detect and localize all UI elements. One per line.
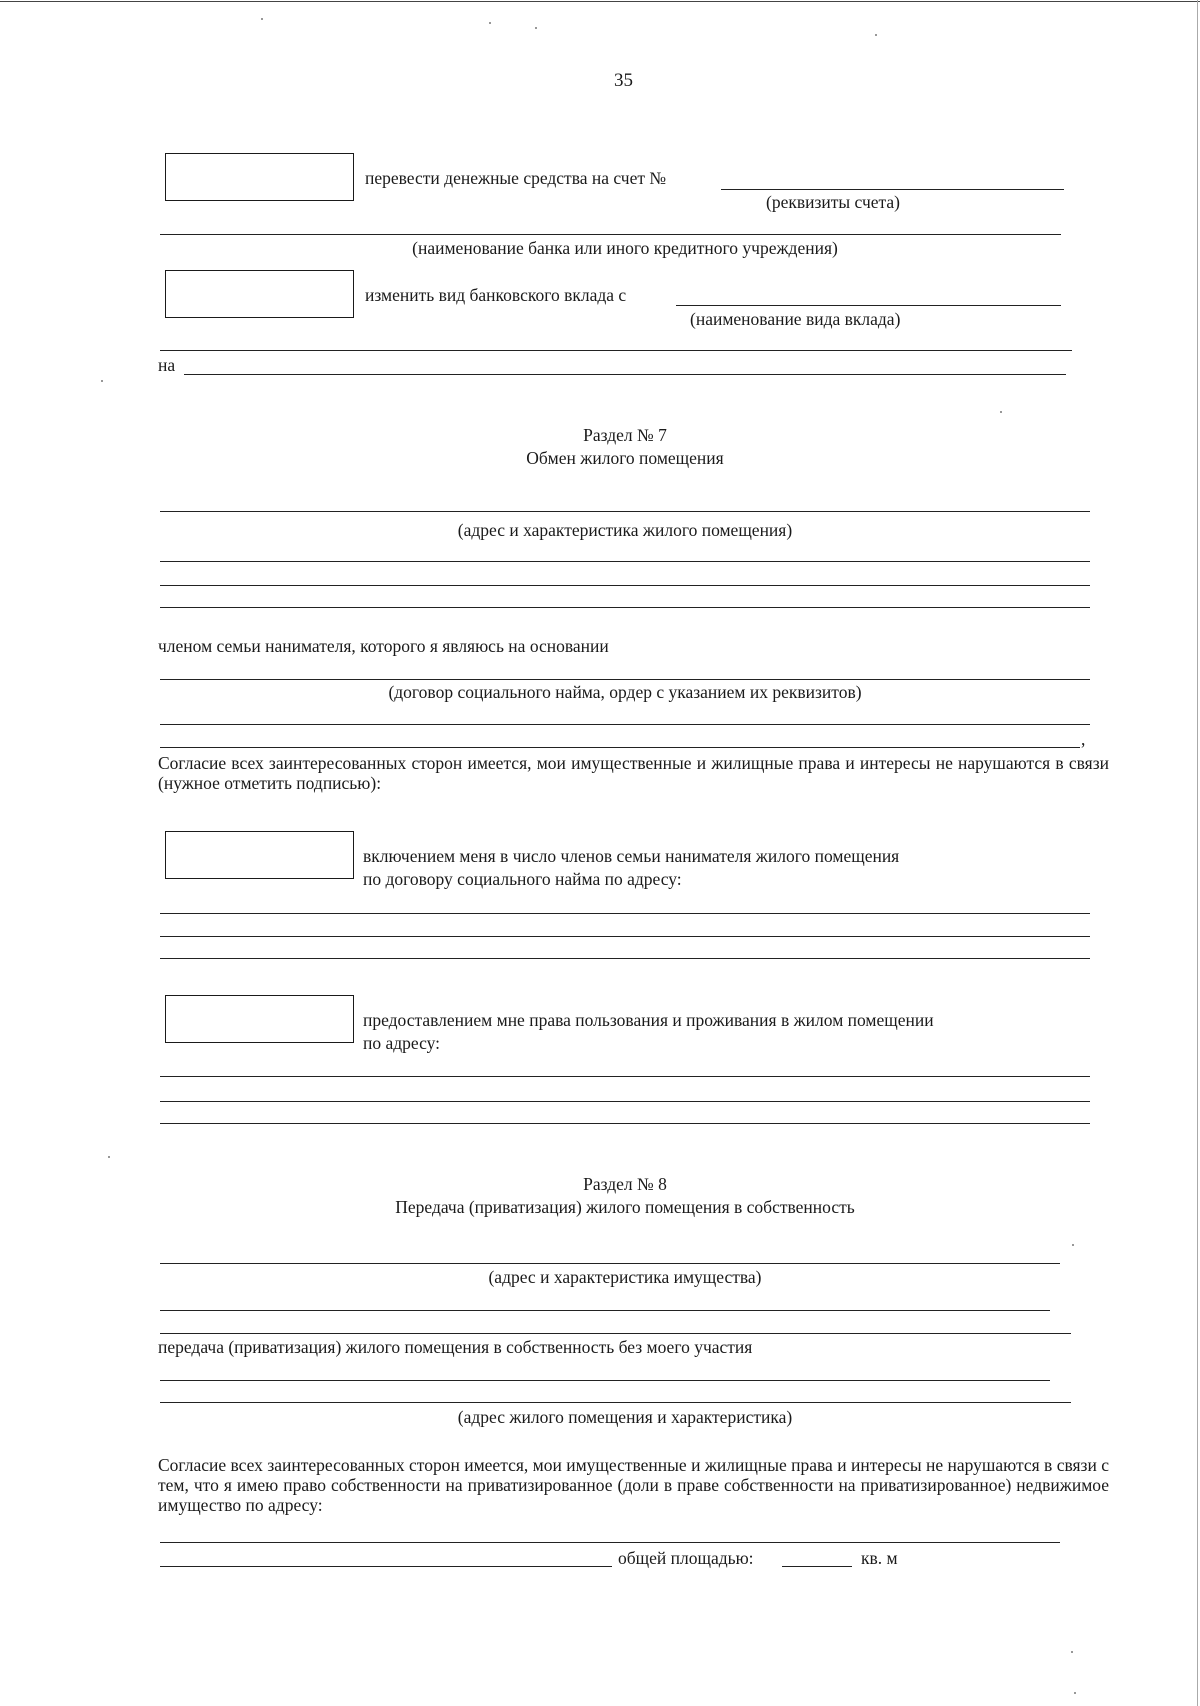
account-caption: (реквизиты счета)	[766, 192, 900, 212]
section7-number: Раздел № 7	[583, 425, 667, 445]
deposit-extra-line[interactable]	[160, 350, 1072, 351]
scan-speck	[261, 18, 263, 20]
option1-checkbox[interactable]	[165, 831, 354, 879]
section8-number: Раздел № 8	[583, 1174, 667, 1194]
section8-property-line-2[interactable]	[160, 1310, 1050, 1311]
section7-contract-caption: (договор социального найма, ордер с указанием их реквизитов)	[388, 682, 862, 702]
section7-address-field[interactable]	[160, 511, 1090, 512]
transfer-label: перевести денежные средства на счет №	[365, 168, 667, 188]
scan-speck	[101, 380, 103, 382]
section8-area-unit: кв. м	[861, 1548, 898, 1568]
deposit-checkbox[interactable]	[165, 270, 354, 318]
section8-property-caption: (адрес и характеристика имущества)	[488, 1267, 762, 1287]
page-top-edge	[0, 1, 1200, 2]
section7-member-text: членом семьи нанимателя, которого я являюсь на основании	[158, 636, 609, 656]
deposit-label: изменить вид банковского вклада с	[365, 285, 627, 305]
scan-speck	[1071, 1651, 1073, 1653]
section8-property-line-3[interactable]	[160, 1333, 1071, 1334]
section7-address-line-4[interactable]	[160, 607, 1090, 608]
scan-speck	[875, 34, 877, 36]
scan-speck	[535, 27, 537, 29]
deposit-type-caption: (наименование вида вклада)	[690, 309, 901, 329]
section7-contract-line-2[interactable]	[160, 724, 1090, 725]
option2-address-line-2[interactable]	[160, 1101, 1090, 1102]
option1-line2: по договору социального найма по адресу:	[363, 869, 682, 889]
option1-address-line-1[interactable]	[160, 913, 1090, 914]
section7-consent-text: Согласие всех заинтересованных сторон имеется, мои имущественные и жилищные права и интересы не нарушаются в связи (нужное отметить подписью):	[158, 753, 1109, 793]
section7-address-line-2[interactable]	[160, 561, 1090, 562]
option1-address-line-3[interactable]	[160, 958, 1090, 959]
scan-speck	[1000, 411, 1002, 413]
bank-name-field[interactable]	[160, 234, 1061, 235]
scan-speck	[1074, 1692, 1076, 1694]
section8-address-caption: (адрес жилого помещения и характеристика)	[457, 1407, 793, 1427]
section8-area-label: общей площадью:	[618, 1548, 754, 1568]
section8-property-address-field[interactable]	[160, 1542, 1060, 1543]
scan-speck	[108, 1156, 110, 1158]
section8-address-field[interactable]	[160, 1380, 1050, 1381]
account-number-field[interactable]	[721, 189, 1064, 190]
page-right-edge	[1197, 0, 1198, 1706]
option2-address-line-3[interactable]	[160, 1123, 1090, 1124]
option2-checkbox[interactable]	[165, 995, 354, 1043]
scan-speck	[489, 22, 491, 24]
section7-comma: ,	[1081, 729, 1086, 749]
scan-speck	[1072, 1244, 1074, 1246]
deposit-to-label: на	[158, 355, 176, 375]
option1-address-line-2[interactable]	[160, 936, 1090, 937]
section8-transfer-text: передача (приватизация) жилого помещения в собственность без моего участия	[158, 1337, 753, 1357]
section8-consent-text: Согласие всех заинтересованных сторон имеется, мои имущественные и жилищные права и интересы не нарушаются в связи с тем, что я имею право собственности на приватизированное (доли в праве собственности на приватизированное) недвижимое имущество по адресу:	[158, 1455, 1109, 1515]
bank-caption: (наименование банка или иного кредитного учреждения)	[412, 238, 838, 258]
option2-address-line-1[interactable]	[160, 1076, 1090, 1077]
transfer-checkbox[interactable]	[165, 153, 354, 201]
option1-line1: включением меня в число членов семьи нанимателя жилого помещения	[363, 846, 900, 866]
section7-address-line-3[interactable]	[160, 585, 1090, 586]
option2-line2: по адресу:	[363, 1033, 441, 1053]
section8-title: Передача (приватизация) жилого помещения в собственность	[395, 1197, 855, 1217]
deposit-to-field[interactable]	[184, 374, 1066, 375]
section8-property-field[interactable]	[160, 1263, 1060, 1264]
area-value-field[interactable]	[782, 1566, 852, 1567]
deposit-type-field[interactable]	[676, 305, 1061, 306]
page-number: 35	[614, 70, 633, 91]
section8-address-line-2[interactable]	[160, 1402, 1071, 1403]
section8-property-address-line-2[interactable]	[160, 1566, 612, 1567]
section7-contract-line-3[interactable]	[160, 747, 1080, 748]
section7-title: Обмен жилого помещения	[526, 448, 724, 468]
option2-line1: предоставлением мне права пользования и проживания в жилом помещении	[363, 1010, 934, 1030]
section7-contract-field[interactable]	[160, 679, 1090, 680]
section7-address-caption: (адрес и характеристика жилого помещения)	[457, 520, 793, 540]
